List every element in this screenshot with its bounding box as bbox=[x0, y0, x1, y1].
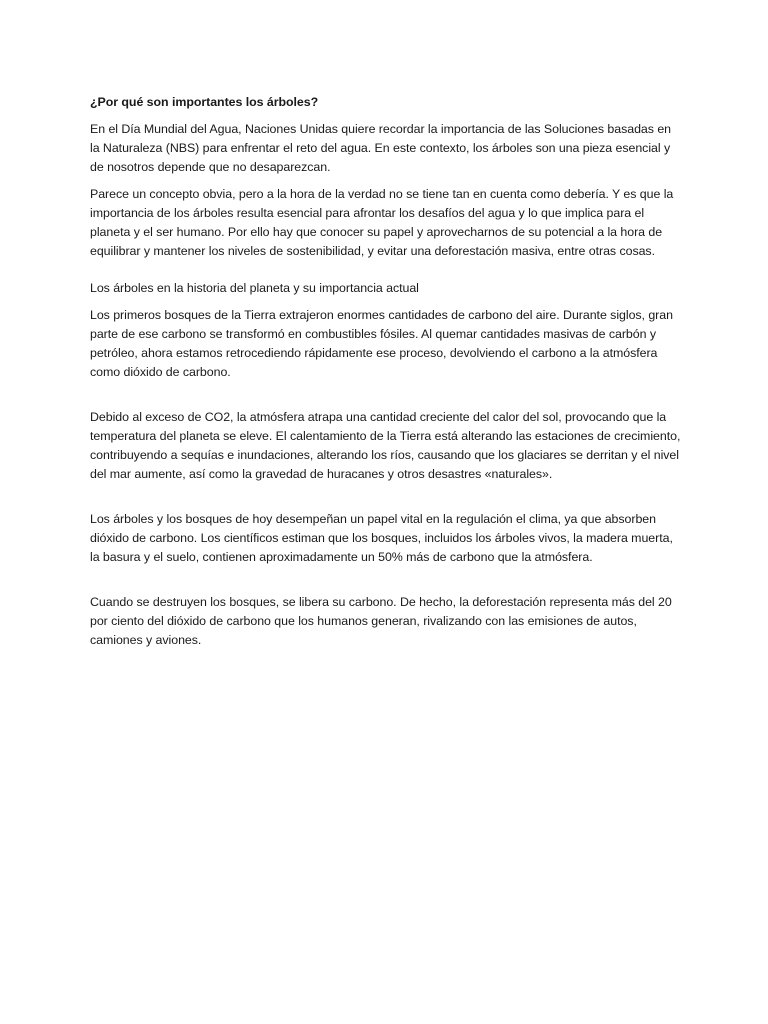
spacer bbox=[90, 492, 682, 510]
document-title: ¿Por qué son importantes los árboles? bbox=[90, 95, 319, 109]
spacer bbox=[90, 575, 682, 593]
paragraph-deforestation: Cuando se destruyen los bosques, se libera su carbono. De hecho, la deforestación representa más del 20 por ciento del dióxido de carbono que los humanos generan, rivalizando con las emisiones de autos, camiones y aviones. bbox=[90, 595, 672, 647]
section-heading: Los árboles en la historia del planeta y su importancia actual bbox=[90, 281, 419, 295]
paragraph-co2-excess: Debido al exceso de CO2, la atmósfera atrapa una cantidad creciente del calor del sol, provocando que la temperatura del planeta se eleve. El calentamiento de la Tierra está alterando las estaciones de crecimiento, contribuyendo a sequías e inundaciones, alterando los ríos, causando que los glaciares se derritan y el nivel del mar aumente, así como la gravedad de huracanes y otros desastres «naturales». bbox=[90, 410, 681, 481]
spacer bbox=[90, 269, 682, 279]
paragraph-forests-today: Los árboles y los bosques de hoy desempeñan un papel vital en la regulación el clima, ya que absorben dióxido de carbono. Los científicos estiman que los bosques, incluidos los árboles vivos, la madera muerta, la basura y el suelo, contienen aproximadamente un 50% más de carbono que la atmósfera. bbox=[90, 512, 673, 564]
paragraph-intro: En el Día Mundial del Agua, Naciones Unidas quiere recordar la importancia de las Soluciones basadas en la Naturaleza (NBS) para enfrentar el reto del agua. En este contexto, los árboles son una pieza esencial y de nosotros depende que no desaparezcan. bbox=[90, 122, 671, 174]
spacer bbox=[90, 390, 682, 408]
document-body bbox=[90, 93, 682, 658]
paragraph-first-forests: Los primeros bosques de la Tierra extrajeron enormes cantidades de carbono del aire. Durante siglos, gran parte de ese carbono se transformó en combustibles fósiles. Al quemar cantidades masivas de carbón y petróleo, ahora estamos retrocediendo rápidamente ese proceso, devolviendo el carbono a la atmósfera como dióxido de carbono. bbox=[90, 308, 673, 379]
paragraph-concept: Parece un concepto obvia, pero a la hora de la verdad no se tiene tan en cuenta como debería. Y es que la importancia de los árboles resulta esencial para afrontar los desafíos del agua y lo que implica para el planeta y el ser humano. Por ello hay que conocer su papel y aprovecharnos de su potencial a la hora de equilibrar y mantener los niveles de sostenibilidad, y evitar una deforestación masiva, entre otras cosas. bbox=[90, 187, 674, 258]
